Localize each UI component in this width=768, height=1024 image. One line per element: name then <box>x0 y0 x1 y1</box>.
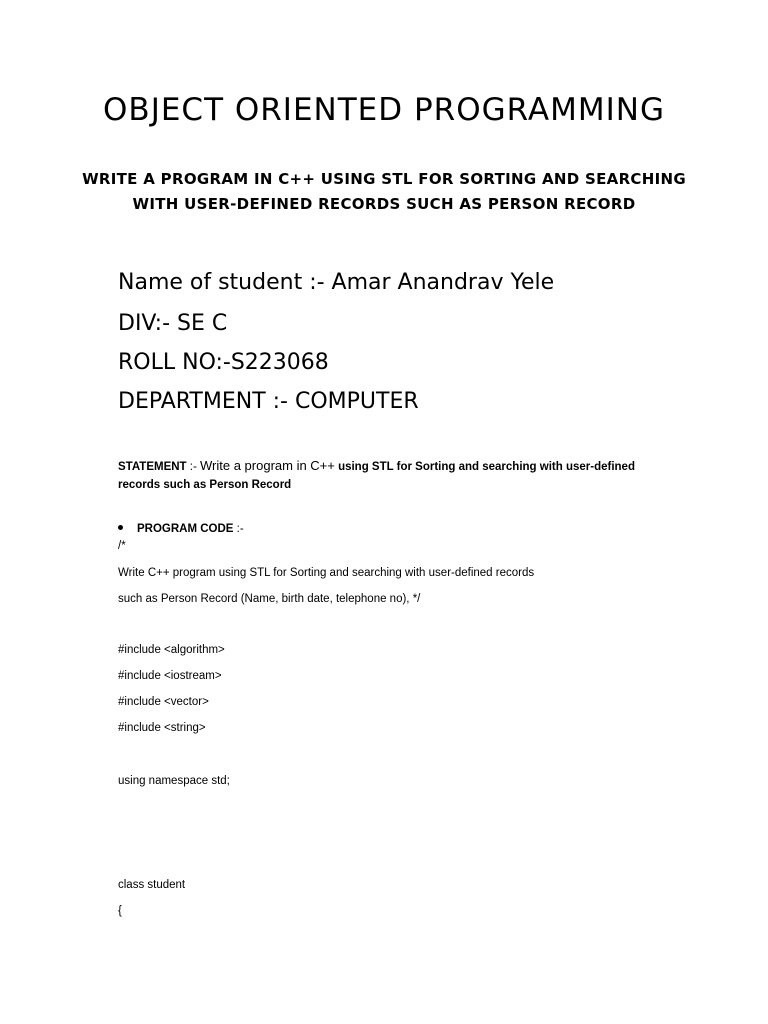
division: DIV:- SE C <box>118 311 228 336</box>
code-line: { <box>118 905 122 917</box>
department: DEPARTMENT :- COMPUTER <box>118 389 419 414</box>
code-line: such as Person Record (Name, birth date, telephone no), */ <box>118 593 421 605</box>
statement-bold-text-2: records such as Person Record <box>118 479 292 491</box>
program-code-label: PROGRAM CODE <box>137 523 234 535</box>
code-line: #include <string> <box>118 722 206 734</box>
code-line: Write C++ program using STL for Sorting and searching with user-defined records <box>118 567 535 579</box>
statement-separator: :- <box>186 461 200 473</box>
statement-label: STATEMENT <box>118 461 187 473</box>
statement-plain-text: Write a program in C++ <box>200 458 335 473</box>
statement-paragraph <box>118 457 638 494</box>
bullet-icon <box>118 525 123 530</box>
statement-bold-text-1: using STL for Sorting and searching with user-defined <box>334 461 635 473</box>
subtitle-line-2: WITH USER-DEFINED RECORDS SUCH AS PERSON RECORD <box>132 195 636 213</box>
code-line: /* <box>118 540 126 552</box>
program-code-bullet <box>118 523 244 535</box>
subtitle-line-1: WRITE A PROGRAM IN C++ USING STL FOR SORTING AND SEARCHING <box>82 170 686 188</box>
page-title: OBJECT ORIENTED PROGRAMMING <box>103 92 665 128</box>
code-line: #include <vector> <box>118 696 209 708</box>
code-line: #include <iostream> <box>118 670 222 682</box>
student-name: Name of student :- Amar Anandrav Yele <box>118 270 555 295</box>
roll-number: ROLL NO:-S223068 <box>118 350 329 375</box>
code-line: class student <box>118 879 186 891</box>
program-code-colon: :- <box>233 523 244 535</box>
code-line: using namespace std; <box>118 775 230 787</box>
code-line: #include <algorithm> <box>118 644 225 656</box>
